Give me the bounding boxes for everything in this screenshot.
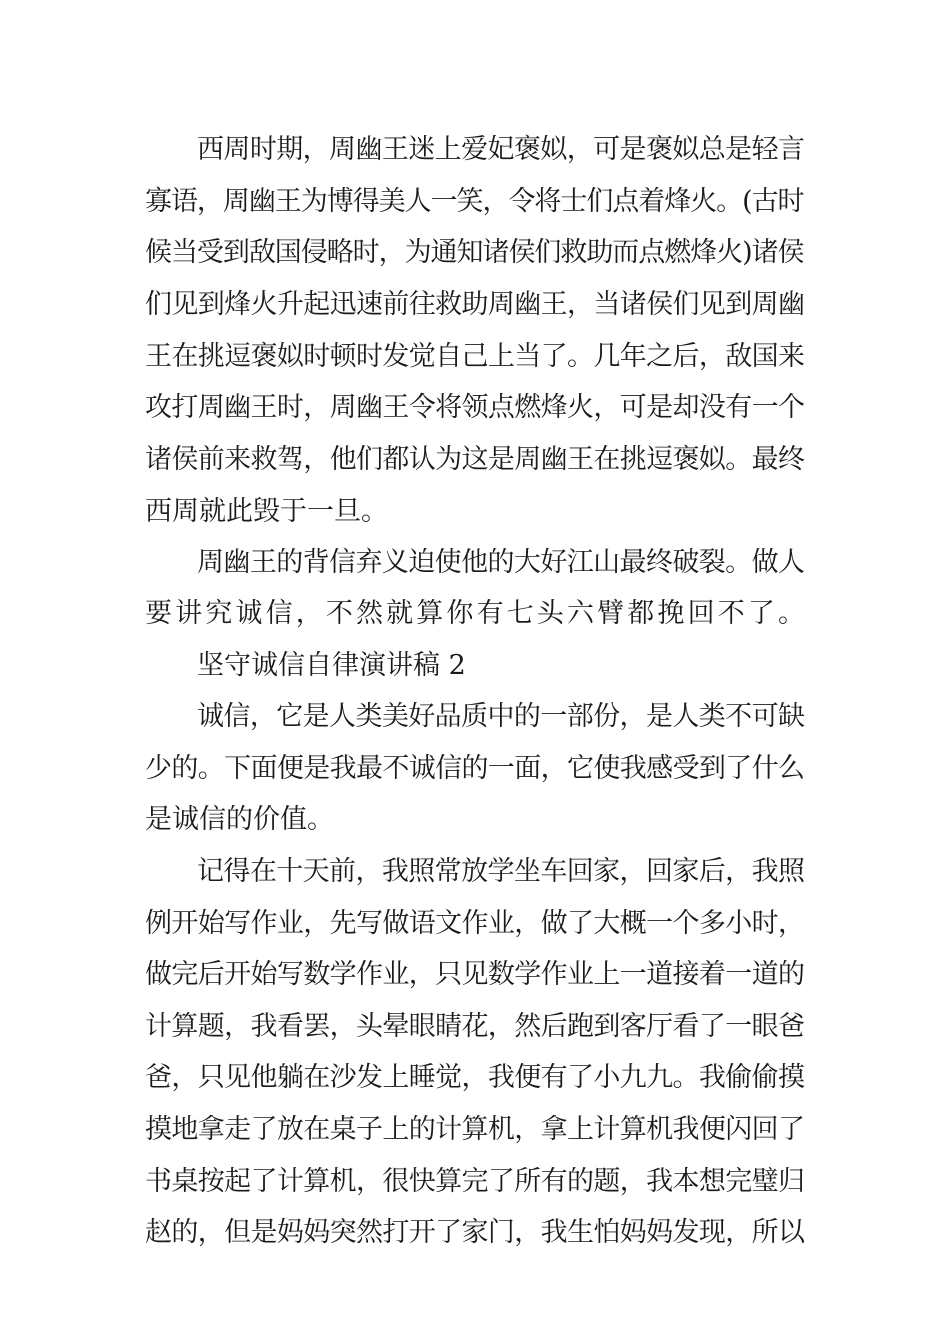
line-text: 摸地拿走了放在桌子上的计算机，拿上计算机我便闪回了 (145, 1114, 805, 1145)
line-text: 记得在十天前，我照常放学坐车回家，回家后，我照 (197, 856, 805, 887)
text-line (0, 749, 950, 789)
line-text: 诚信，它是人类美好品质中的一部份，是人类不可缺 (197, 701, 805, 732)
text-line (0, 130, 950, 170)
text-line (0, 337, 950, 377)
text-line (0, 285, 950, 325)
line-text: 做完后开始写数学作业，只见数学作业上一道接着一道的 (145, 959, 805, 990)
text-line (0, 904, 950, 944)
line-text: 赵的，但是妈妈突然打开了家门，我生怕妈妈发现，所以 (145, 1217, 805, 1248)
line-text: 西周就此毁于一旦。 (145, 496, 388, 527)
line-text: 西周时期，周幽王迷上爱妃褒姒，可是褒姒总是轻言 (197, 134, 805, 165)
line-text: 候当受到敌国侵略时，为通知诸侯们救助而点燃烽火)诸侯 (145, 237, 804, 268)
text-line (0, 1007, 950, 1047)
heading-text: 坚守诚信自律演讲稿 2 (197, 650, 466, 681)
line-text: 例开始写作业，先写做语文作业，做了大概一个多小时， (145, 908, 805, 939)
text-line (0, 182, 950, 222)
line-text: 王在挑逗褒姒时顿时发觉自己上当了。几年之后，敌国来 (145, 341, 805, 372)
text-line (0, 1162, 950, 1202)
line-text: 少的。下面便是我最不诚信的一面，它使我感受到了什么 (145, 753, 805, 784)
text-line (0, 852, 950, 892)
text-line (0, 697, 950, 737)
text-line (0, 594, 950, 634)
line-text: 们见到烽火升起迅速前往救助周幽王，当诸侯们见到周幽 (145, 289, 805, 320)
text-line (0, 955, 950, 995)
text-line (0, 233, 950, 273)
line-text: 是诚信的价值。 (145, 804, 334, 835)
text-line (0, 1110, 950, 1150)
line-text: 爸，只见他躺在沙发上睡觉，我便有了小九九。我偷偷摸 (145, 1062, 805, 1093)
line-text: 攻打周幽王时，周幽王令将领点燃烽火，可是却没有一个 (145, 392, 805, 423)
text-line (0, 492, 950, 532)
line-text: 要讲究诚信，不然就算你有七头六臂都挽回不了。 (145, 598, 809, 629)
text-line (0, 440, 950, 480)
line-text: 计算题，我看罢，头晕眼睛花，然后跑到客厅看了一眼爸 (145, 1011, 805, 1042)
text-line (0, 800, 950, 840)
text-line (0, 543, 950, 583)
text-line (0, 1213, 950, 1253)
text-line (0, 388, 950, 428)
line-text: 书桌按起了计算机，很快算完了所有的题，我本想完璧归 (145, 1166, 805, 1197)
line-text: 寡语，周幽王为博得美人一笑，令将士们点着烽火。(古时 (145, 186, 804, 217)
section-heading (0, 646, 950, 686)
text-line (0, 1058, 950, 1098)
line-text: 周幽王的背信弃义迫使他的大好江山最终破裂。做人 (197, 547, 805, 578)
line-text: 诸侯前来救驾，他们都认为这是周幽王在挑逗褒姒。最终 (145, 444, 805, 475)
